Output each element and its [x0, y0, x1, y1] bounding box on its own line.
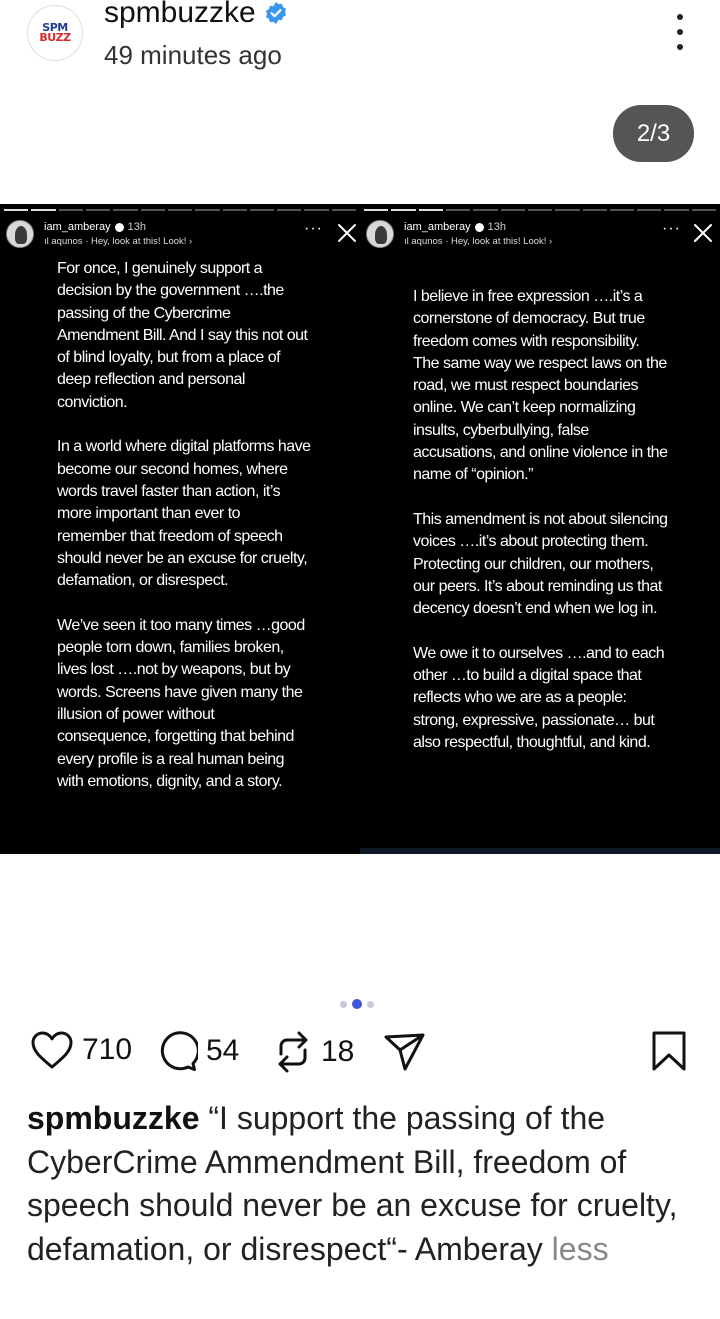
- comment-count: 54: [206, 1034, 240, 1067]
- action-bar: [0, 1030, 720, 1082]
- story-username: iam_amberay: [44, 221, 111, 233]
- post-time: 49 minutes ago: [104, 40, 282, 70]
- story-paragraph: In a world where digital platforms have become our second homes, where words travel faster than action, it’s more important than ever to remember that freedom of speech should never be an excuse for cruelty, defamation, or disrespect.: [57, 438, 311, 590]
- heart-icon: [30, 1030, 74, 1070]
- carousel-dots: [340, 999, 374, 1009]
- story-text: [413, 286, 688, 777]
- story-time: 13h: [487, 221, 506, 233]
- carousel-counter: 2/3: [613, 105, 694, 162]
- username[interactable]: spmbuzzke: [104, 0, 256, 29]
- verified-icon: [264, 1, 288, 25]
- repost-count: 18: [321, 1035, 355, 1068]
- story-user: [44, 221, 146, 233]
- close-icon: [692, 222, 714, 244]
- username-row[interactable]: [104, 0, 288, 30]
- story-text: [57, 258, 322, 815]
- avatar-logo: [39, 23, 70, 43]
- carousel-dot: [340, 1001, 347, 1008]
- more-icon: ···: [304, 220, 323, 237]
- avatar-logo-line2: BUZZ: [39, 31, 71, 44]
- music-icon: ıl: [404, 236, 412, 247]
- story-username: iam_amberay: [404, 221, 471, 233]
- story-paragraph: We’ve seen it too many times …good people torn down, families broken, lives lost ….not by weapons, but by words. Screens have given many the illusion of power without consequence, forgetting that behind every profile is a real human being with emotions, dignity, and a story.: [57, 616, 305, 790]
- story-screenshot-right: [360, 204, 720, 852]
- music-icon: ıl: [44, 236, 52, 247]
- bookmark-icon: [651, 1030, 687, 1072]
- verified-icon: [115, 223, 124, 232]
- share-icon: [383, 1030, 427, 1074]
- story-music: [404, 236, 552, 247]
- comment-icon: [156, 1030, 198, 1072]
- story-avatar: [6, 220, 34, 248]
- like-button[interactable]: [30, 1030, 132, 1070]
- carousel-dot: [367, 1001, 374, 1008]
- like-count: 710: [82, 1033, 133, 1066]
- story-screenshot-left: [0, 204, 360, 854]
- story-bottom-bar: [360, 848, 720, 854]
- story-paragraph: We owe it to ourselves ….and to each other …to build a digital space that reflects who we are as a people: strong, expressive, passionate… but also respectful, thoughtful, and kind.: [413, 644, 665, 751]
- avatar[interactable]: [27, 5, 83, 61]
- carousel-dot-active: [352, 999, 362, 1009]
- story-music-label: aqunos · Hey, look at this! Look! ›: [411, 236, 553, 247]
- bookmark-button[interactable]: [651, 1030, 687, 1072]
- close-icon: [336, 222, 358, 244]
- more-icon: ···: [662, 220, 681, 237]
- caption-text: “I support the passing of the CyberCrime Ammendment Bill, freedom of speech should never be an excuse for cruelty, defamation, or disrespect“- Amberay: [27, 1100, 678, 1267]
- comment-button[interactable]: [156, 1030, 239, 1072]
- story-music: [44, 236, 192, 247]
- avatar-logo-line1: SPM: [42, 21, 68, 34]
- story-paragraph: This amendment is not about silencing voices ….it’s about protecting them. Protecting our children, our mothers, our peers. It’s about reminding us that decency doesn’t end when we log in.: [413, 510, 668, 618]
- verified-icon: [475, 223, 484, 232]
- share-button[interactable]: [383, 1030, 427, 1074]
- repost-button[interactable]: [273, 1030, 354, 1074]
- story-paragraph: For once, I genuinely support a decision by the government ….the passing of the Cybercrime Amendment Bill. And I say this not out of blind loyalty, but from a place of deep reflection and personal conviction.: [57, 260, 308, 411]
- caption-username[interactable]: spmbuzzke: [27, 1100, 200, 1136]
- post-caption: [27, 1097, 693, 1271]
- story-user: [404, 221, 506, 233]
- story-avatar: [366, 220, 394, 248]
- carousel-image[interactable]: [0, 204, 720, 854]
- story-paragraph: I believe in free expression ….it’s a cornerstone of democracy. But true freedom comes with responsibility. The same way we respect laws on the road, we must respect boundaries online. We can’t keep normalizing insults, cyberbullying, false accusations, and online violence in the name of “opinion.”: [413, 288, 668, 484]
- story-time: 13h: [127, 221, 146, 233]
- less-link[interactable]: less: [551, 1230, 609, 1267]
- story-music-label: aqunos · Hey, look at this! Look! ›: [51, 236, 193, 247]
- post-header: [0, 0, 720, 90]
- story-progress-bars: [4, 209, 356, 211]
- story-progress-bars: [364, 209, 716, 211]
- repost-icon: [273, 1030, 313, 1074]
- more-icon[interactable]: [670, 14, 690, 50]
